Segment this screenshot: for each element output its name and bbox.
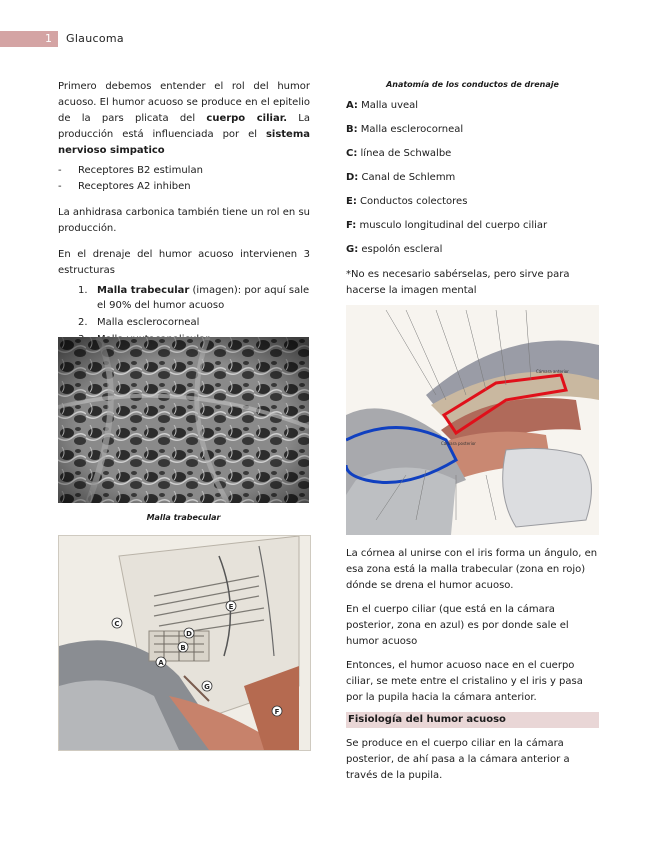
list-item: - Receptores B2 estimulan — [58, 165, 203, 176]
diagram-label-g: G — [204, 683, 210, 691]
legend-item: D: Canal de Schlemm — [346, 172, 456, 183]
legend-item: B: Malla esclerocorneal — [346, 124, 464, 135]
drainage-diagram — [58, 535, 311, 751]
anatomy-note: *No es necesario sabérselas, pero sirve para hacerse la imagen mental — [346, 269, 570, 296]
legend-item: A: Malla uveal — [346, 100, 419, 111]
illustration-label-anterior: Cámara anterior — [536, 369, 569, 374]
right-column — [346, 79, 599, 299]
diagram-label-f: F — [274, 708, 280, 716]
diagram-label-e: E — [228, 603, 234, 611]
legend-item: G: espolón escleral — [346, 244, 443, 255]
flow-paragraph: Entonces, el humor acuoso nace en el cuerpo ciliar, se mete entre el cristalino y el iris y pasa por la pupila hacia la cámara anterior. — [346, 660, 583, 703]
receptor-list — [58, 163, 310, 195]
left-column — [58, 79, 310, 349]
micrograph-caption: Malla trabecular — [146, 513, 221, 522]
header-title: Glaucoma — [66, 32, 124, 45]
legend-item: E: Conductos colectores — [346, 196, 468, 207]
trabecular-micrograph — [58, 337, 309, 503]
list-item: 2. Malla esclerocorneal — [78, 317, 200, 328]
legend-item: F: musculo longitudinal del cuerpo ciliar — [346, 220, 548, 231]
diagram-label-a: A — [158, 659, 164, 667]
anatomy-illustration — [346, 305, 599, 535]
right-column-lower — [346, 546, 599, 784]
intro-paragraph: Primero debemos entender el rol del humor acuoso. El humor acuoso se produce en el epitelio de la pars plicata del cuerpo ciliar. La producción está influenciada por el sistema nervioso simpatico — [58, 81, 310, 156]
list-item: 1. Malla trabecular (imagen): por aquí sale el 90% del humor acuoso — [78, 285, 310, 311]
drenaje-paragraph: En el drenaje del humor acuoso intervienen 3 estructuras — [58, 249, 310, 276]
ciliar-paragraph: En el cuerpo ciliar (que está en la cámara posterior, zona en azul) es por donde sale el humor acuoso — [346, 604, 569, 647]
section-heading-fisiologia: Fisiología del humor acuoso — [346, 712, 599, 728]
anhidrasa-paragraph: La anhidrasa carbonica también tiene un rol en su producción. — [58, 207, 310, 234]
page-number: 1 — [0, 31, 58, 47]
fisiologia-paragraph: Se produce en el cuerpo ciliar en la cámara posterior, de ahí pasa a la cámara anterior a través de la pupila. — [346, 738, 570, 781]
list-item: - Receptores A2 inhiben — [58, 181, 191, 192]
legend-item: C: línea de Schwalbe — [346, 148, 452, 159]
anatomy-title: Anatomía de los conductos de drenaje — [386, 80, 559, 89]
diagram-label-c: C — [114, 620, 120, 628]
illustration-label-posterior: Cámara posterior — [441, 441, 476, 446]
angle-paragraph: La córnea al unirse con el iris forma un ángulo, en esa zona está la malla trabecular (zona en rojo) dónde se drena el humor acuoso. — [346, 548, 598, 591]
page-header — [0, 31, 655, 47]
diagram-label-b: B — [180, 644, 186, 652]
diagram-label-d: D — [186, 630, 192, 638]
